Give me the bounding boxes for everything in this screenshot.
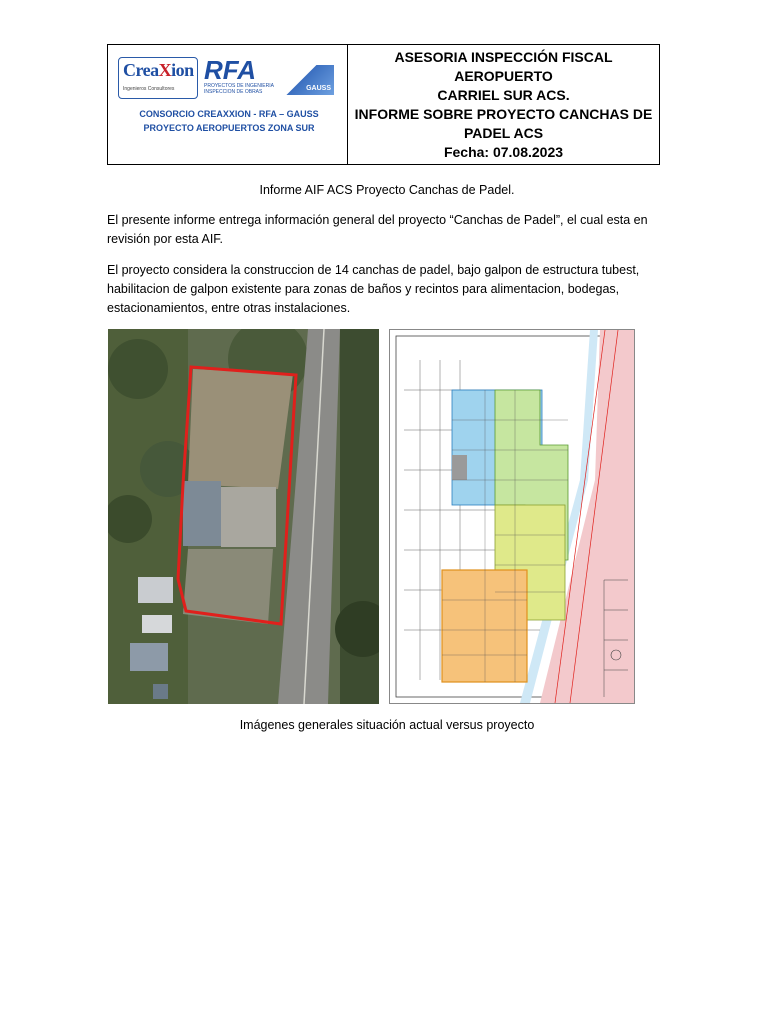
creaxion-logo-x: X (158, 60, 172, 80)
image-caption: Imágenes generales situación actual versus proyecto (239, 718, 535, 732)
consorcio-label (118, 107, 340, 135)
project-plan (389, 329, 635, 704)
creaxion-logo-subtext: Ingenieros Consultores (123, 86, 175, 92)
consorcio-line-1: CONSORCIO CREAXXION - RFA – GAUSS (139, 109, 319, 119)
consorcio-line-2: PROYECTO AEROPUERTOS ZONA SUR (143, 123, 315, 133)
rfa-logo (204, 57, 282, 99)
rfa-logo-text: RFA (204, 55, 256, 85)
title-line-3: INFORME SOBRE PROYECTO CANCHAS DE (354, 105, 653, 122)
logo-cell (108, 45, 348, 164)
header-table (107, 44, 660, 165)
title-line-4: PADEL ACS (463, 124, 544, 141)
creaxion-logo (118, 57, 198, 99)
gauss-logo-text: GAUSS (306, 85, 331, 92)
title-line-1: ASESORIA INSPECCIÓN FISCAL AEROPUERTO (394, 48, 613, 84)
report-heading: Informe AIF ACS Proyecto Canchas de Padel. (259, 183, 515, 197)
aerial-photo (108, 329, 379, 704)
paragraph-2: El proyecto considera la construccion de 14 canchas de padel, bajo galpon de estructura tubest, habilitacion de galpon existente para zonas de baños y recintos para alimentacion, bodegas, estacionamientos, entre otras instalaciones. (107, 263, 640, 315)
paragraph-1: El presente informe entrega información general del proyecto “Canchas de Padel”, el cual esta en revisión por esta AIF. (107, 213, 648, 246)
creaxion-logo-text: CreaXion (123, 60, 194, 80)
title-line-2: CARRIEL SUR ACS. (437, 86, 570, 103)
document-title (348, 45, 659, 164)
rfa-logo-subtext: PROYECTOS DE INGENIERIA INSPECCION DE OBRAS (204, 83, 274, 95)
gauss-logo (284, 65, 334, 95)
logo-group (118, 55, 340, 155)
title-date: Fecha: 07.08.2023 (443, 143, 564, 160)
